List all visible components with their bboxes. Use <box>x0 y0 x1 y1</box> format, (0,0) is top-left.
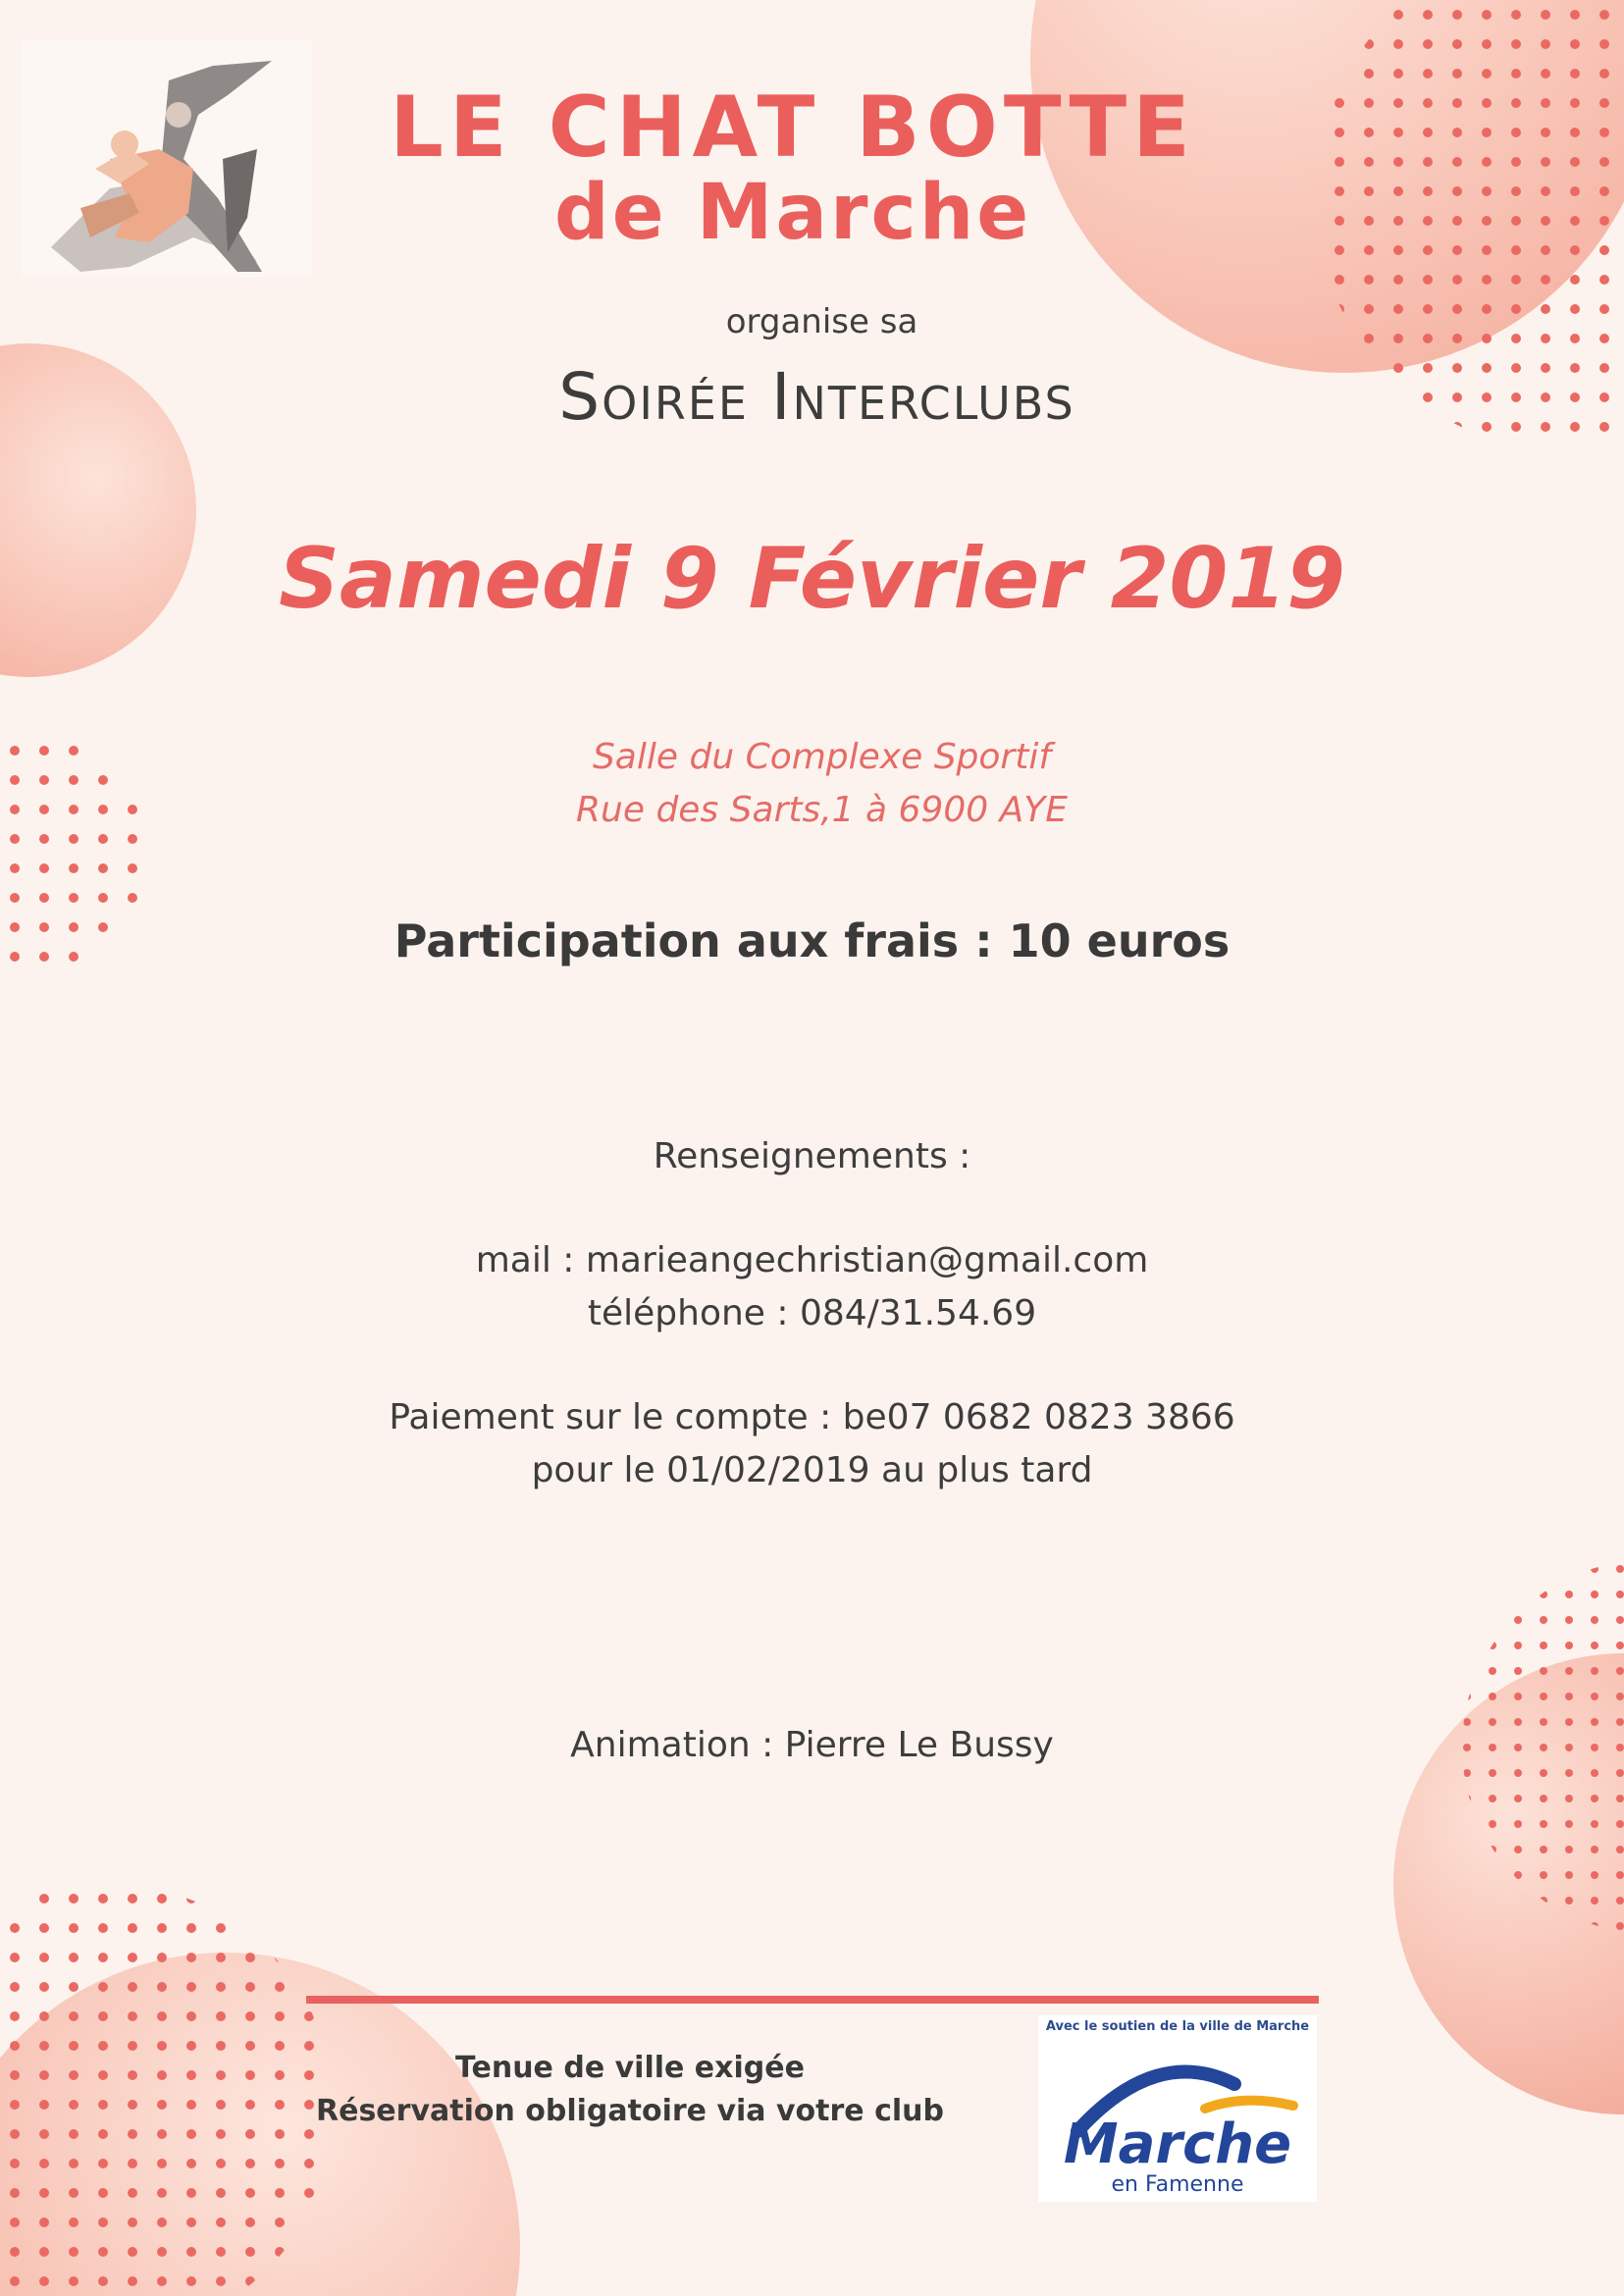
footer-notes <box>306 2047 954 2133</box>
club-title: LE CHAT BOTTE <box>390 78 1196 177</box>
sponsor-subname: en Famenne <box>1111 2172 1244 2197</box>
info-heading: Renseignements : <box>653 1136 971 1176</box>
sponsor-logo <box>1038 2015 1317 2202</box>
venue-name: Salle du Complexe Sportif <box>592 737 1052 777</box>
sponsor-name: Marche <box>1063 2113 1292 2176</box>
event-venue <box>0 731 1624 837</box>
payment-block <box>0 1391 1624 1497</box>
payment-account: Paiement sur le compte : be07 0682 0823 3866 <box>389 1397 1235 1437</box>
venue-address: Rue des Sarts,1 à 6900 AYE <box>576 790 1068 830</box>
contact-block <box>0 1234 1624 1340</box>
dress-code: Tenue de ville exigée <box>455 2051 805 2085</box>
contact-phone: téléphone : 084/31.54.69 <box>587 1293 1037 1333</box>
club-subtitle: de Marche <box>553 169 1032 257</box>
footer-divider <box>306 1996 1319 2004</box>
event-name: Soirée Interclubs <box>558 359 1075 435</box>
sponsor-caption: Avec le soutien de la ville de Marche <box>1045 2019 1310 2034</box>
organise-text: organise sa <box>725 302 918 341</box>
dancing-couple-icon <box>22 41 312 277</box>
participation-fee: Participation aux frais : 10 euros <box>393 914 1231 967</box>
reservation-note: Réservation obligatoire via votre club <box>316 2094 944 2128</box>
contact-mail: mail : marieangechristian@gmail.com <box>475 1240 1149 1280</box>
animation-credit: Animation : Pierre Le Bussy <box>570 1725 1054 1765</box>
dots-bottom-left <box>0 1864 334 2296</box>
event-date: Samedi 9 Février 2019 <box>278 530 1346 628</box>
payment-deadline: pour le 01/02/2019 au plus tard <box>531 1450 1093 1490</box>
